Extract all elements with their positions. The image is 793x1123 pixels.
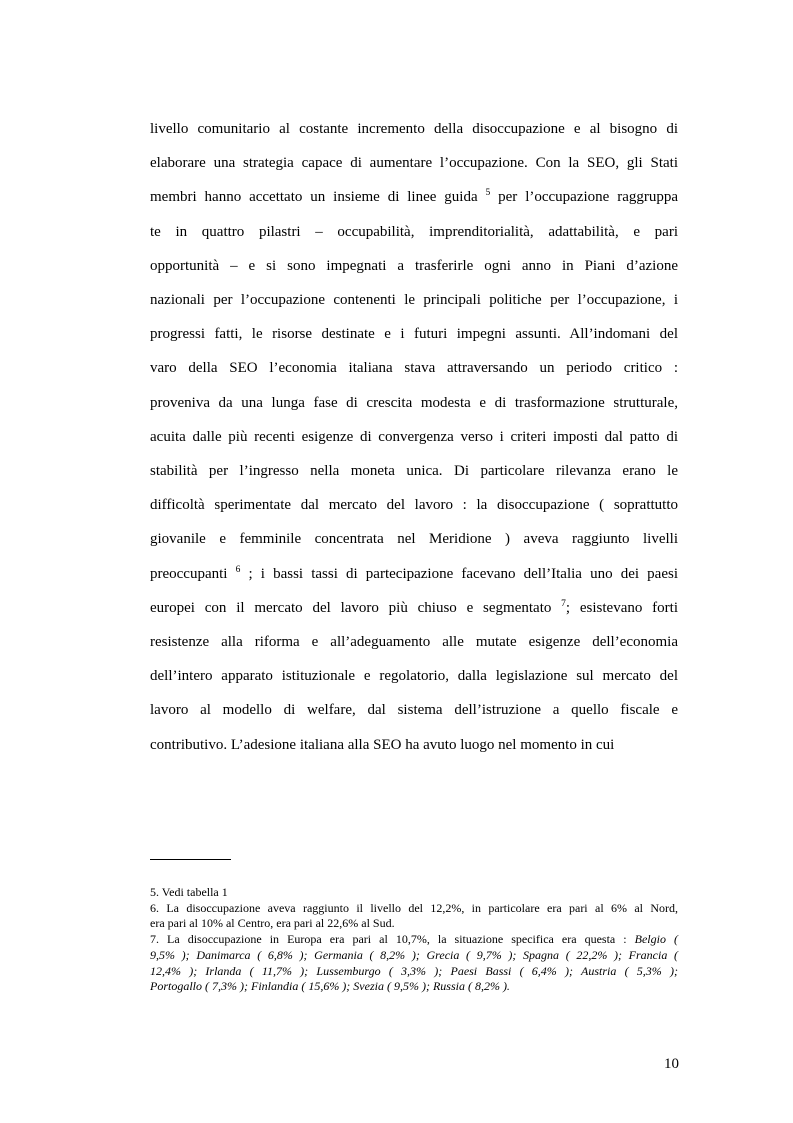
body-line: progressi fatti, le risorse destinate e i futuri impegni assunti. All’indomani del [150,326,678,343]
body-line: dell’intero apparato istituzionale e regolatorio, dalla legislazione sul mercato del [150,668,678,685]
body-line: nazionali per l’occupazione contenenti le principali politiche per l’occupazione, i [150,292,678,309]
body-paragraph [150,112,678,762]
footnote-ref-5[interactable]: 5 [485,188,491,199]
body-line: lavoro al modello di welfare, dal sistema dell’istruzione a quello fiscale e [150,702,678,719]
footnote-ref-6[interactable]: 6 [235,564,241,575]
body-line: europei con il mercato del lavoro più chiuso e segmentato $^7$; esistevano forti [150,598,678,616]
body-line: stabilità per l’ingresso nella moneta unica. Di particolare rilevanza erano le [150,463,678,480]
footnote-7-continued: 9,5% ); Danimarca ( 6,8% ); Germania ( 8,2% ); Grecia ( 9,7% ); Spagna ( 22,2% ); Francia ( [150,947,678,962]
body-line: resistenze alla riforma e all’adeguamento alle mutate esigenze dell’economia [150,634,678,651]
footnotes [150,885,678,995]
page-number: 10 [664,1056,679,1072]
body-line: elaborare una strategia capace di aumentare l’occupazione. Con la SEO, gli Stati [150,155,678,172]
footnote-7-continued: Portogallo ( 7,3% ); Finlandia ( 15,6% ); Svezia ( 9,5% ); Russia ( 8,2% ). [150,979,510,994]
body-line: proveniva da una lunga fase di crescita modesta e di trasformazione strutturale, [150,394,678,411]
body-line: giovanile e femminile concentrata nel Meridione ) aveva raggiunto livelli [150,531,678,548]
footnote-6: 6. La disoccupazione aveva raggiunto il livello del 12,2%, in particolare era pari al 6% al Nord, [150,900,678,915]
footnote-6-continued: era pari al 10% al Centro, era pari al 22,6% al Sud. [150,916,395,931]
body-line: membri hanno accettato un insieme di linee guida $^5$ per l’occupazione raggruppa [150,188,679,206]
body-line: varo della SEO l’economia italiana stava attraversando un periodo critico : [150,360,678,377]
body-line: difficoltà sperimentate dal mercato del lavoro : la disoccupazione ( soprattutto [150,497,678,514]
footnote-7: 7. La disoccupazione in Europa era pari al 10,7%, la situazione specifica era questa : Belgio ( [150,932,678,947]
body-line: acuita dalle più recenti esigenze di convergenza verso i criteri imposti dal patto di [150,428,678,445]
footnote-separator [150,859,231,860]
body-line: livello comunitario al costante incremento della disoccupazione e al bisogno di [150,121,678,137]
body-line: opportunità – e si sono impegnati a trasferirle ogni anno in Piani d’azione [150,257,678,274]
body-line: contributivo. L’adesione italiana alla SEO ha avuto luogo nel momento in cui [150,736,615,753]
body-line: te in quattro pilastri – occupabilità, imprenditorialità, adattabilità, e pari [150,223,678,240]
footnote-7-continued: 12,4% ); Irlanda ( 11,7% ); Lussemburgo ( 3,3% ); Paesi Bassi ( 6,4% ); Austria ( 5,3% ); [150,963,678,978]
footnote-ref-7[interactable]: 7 [561,598,566,609]
body-line: preoccupanti $^6$ ; i bassi tassi di partecipazione facevano dell’Italia uno dei paesi [150,564,678,582]
footnote-5: 5. Vedi tabella 1 [150,885,228,899]
